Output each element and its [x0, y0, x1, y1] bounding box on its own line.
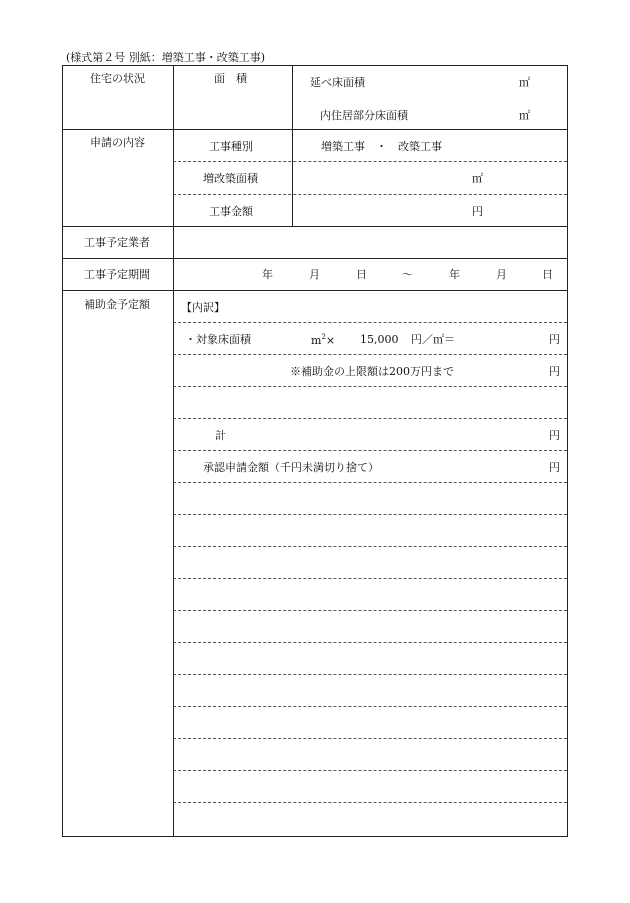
housing-label: 住宅の状況 — [90, 72, 145, 85]
period-month-2: 月 — [496, 268, 507, 281]
m2x: × — [325, 334, 336, 347]
work-type-value: 増築工事 ・ 改築工事 — [321, 140, 442, 153]
approved-unit: 円 — [549, 461, 560, 474]
per-m2: 円／㎡＝ — [411, 333, 455, 346]
work-type-label: 工事種別 — [209, 140, 253, 153]
total-floor-label: 延べ床面積 — [310, 76, 365, 89]
approved-label: 承認申請金額（千円未満切り捨て） — [203, 461, 379, 474]
period-tilde: ～ — [402, 268, 413, 281]
period-month-1: 月 — [309, 268, 320, 281]
extension-area-unit: ㎡ — [472, 172, 483, 185]
period-day-2: 日 — [542, 268, 553, 281]
cap-unit: 円 — [549, 365, 560, 378]
living-floor-label: 内住居部分床面積 — [320, 109, 408, 122]
period-year-2: 年 — [449, 268, 460, 281]
target-area-label: ・対象床面積 — [185, 333, 251, 346]
total-label: 計 — [215, 429, 226, 442]
cost-label: 工事金額 — [209, 205, 253, 218]
period-day-1: 日 — [356, 268, 367, 281]
total-unit: 円 — [549, 429, 560, 442]
unit-price: 15,000 — [360, 333, 399, 346]
form-title: (様式第２号 別紙：増築工事・改築工事) — [66, 51, 266, 64]
area-label: 面 積 — [214, 72, 247, 85]
subsidy-label: 補助金予定額 — [84, 298, 150, 311]
period-label: 工事予定期間 — [84, 268, 150, 281]
contractor-label: 工事予定業者 — [84, 236, 150, 249]
application-label: 申請の内容 — [90, 136, 145, 149]
target-area-unit: 円 — [549, 333, 560, 346]
breakdown-label: 【内訳】 — [181, 301, 225, 314]
cost-unit: 円 — [472, 205, 483, 218]
target-area-formula: $m^2\times$ — [311, 333, 336, 347]
period-year-1: 年 — [262, 268, 273, 281]
total-floor-unit: ㎡ — [519, 76, 530, 89]
extension-area-label: 増改築面積 — [203, 172, 258, 185]
living-floor-unit: ㎡ — [519, 109, 530, 122]
cap-note: ※補助金の上限額は200万円まで — [290, 365, 454, 378]
